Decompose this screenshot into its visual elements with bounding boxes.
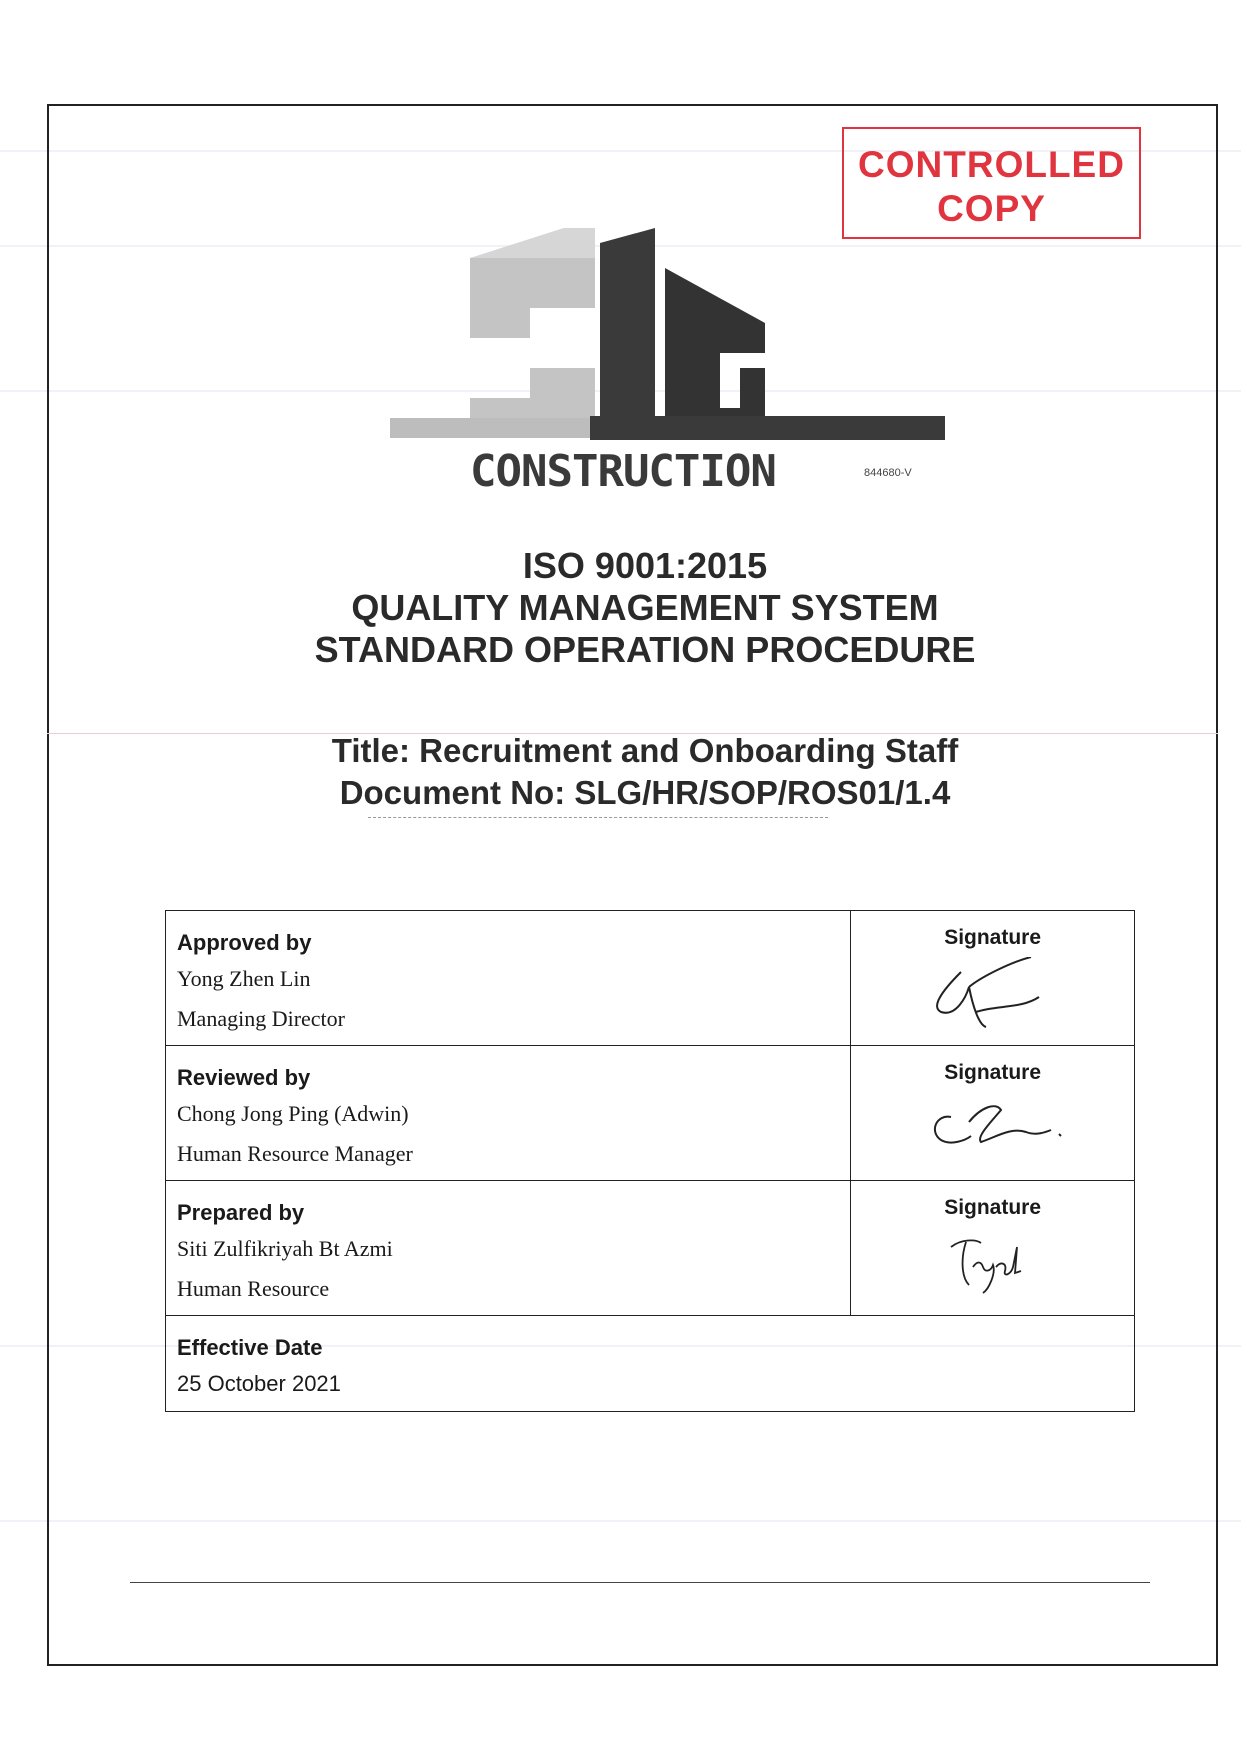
- document-number: Document No: SLG/HR/SOP/ROS01/1.4: [339, 774, 951, 811]
- table-row: [166, 1316, 1135, 1412]
- table-row: [166, 911, 1135, 1046]
- effective-date-value: 25 October 2021: [177, 1371, 341, 1396]
- preparer-name: Siti Zulfikriyah Bt Azmi: [177, 1236, 393, 1261]
- prepared-by-heading: Prepared by: [177, 1200, 305, 1225]
- approver-role: Managing Director: [177, 1006, 345, 1031]
- reviewer-signature: [921, 1092, 1071, 1162]
- company-logo: [390, 228, 950, 503]
- preparer-role: Human Resource: [177, 1276, 330, 1301]
- document-title-block: [260, 730, 1030, 814]
- reviewer-name: Chong Jong Ping (Adwin): [177, 1101, 409, 1126]
- logo-wordmark: CONSTRUCTION: [470, 446, 776, 497]
- approved-by-cell: [166, 911, 851, 1046]
- footer-rule: [130, 1582, 1150, 1583]
- stamp-line-2: COPY: [937, 188, 1046, 229]
- reviewer-signature-cell: [851, 1046, 1135, 1181]
- table-row: [166, 1181, 1135, 1316]
- reviewed-by-heading: Reviewed by: [177, 1065, 311, 1090]
- iso-heading: [260, 545, 1030, 671]
- reviewed-by-cell: [166, 1046, 851, 1181]
- dashed-underline: [368, 817, 828, 818]
- table-row: [166, 1046, 1135, 1181]
- signature-label: Signature: [944, 926, 1042, 949]
- company-registration-number: 844680-V: [864, 467, 912, 479]
- reviewer-role: Human Resource Manager: [177, 1141, 413, 1166]
- effective-date-cell: [166, 1316, 1135, 1412]
- approved-by-heading: Approved by: [177, 930, 312, 955]
- iso-standard: ISO 9001:2015: [522, 545, 768, 586]
- preparer-signature: [921, 1227, 1071, 1297]
- effective-date-heading: Effective Date: [177, 1335, 323, 1360]
- prepared-by-cell: [166, 1181, 851, 1316]
- approval-table: [165, 910, 1135, 1412]
- controlled-copy-stamp: [842, 127, 1141, 239]
- qms-title: QUALITY MANAGEMENT SYSTEM: [351, 587, 939, 628]
- slg-construction-logo: [390, 228, 950, 498]
- approver-signature: [921, 957, 1061, 1037]
- signature-label: Signature: [944, 1196, 1042, 1219]
- approver-signature-cell: [851, 911, 1135, 1046]
- sop-title: STANDARD OPERATION PROCEDURE: [314, 629, 976, 670]
- approver-name: Yong Zhen Lin: [177, 966, 311, 991]
- preparer-signature-cell: [851, 1181, 1135, 1316]
- document-title: Title: Recruitment and Onboarding Staff: [331, 732, 959, 769]
- signature-label: Signature: [944, 1061, 1042, 1084]
- stamp-line-1: CONTROLLED: [858, 144, 1125, 185]
